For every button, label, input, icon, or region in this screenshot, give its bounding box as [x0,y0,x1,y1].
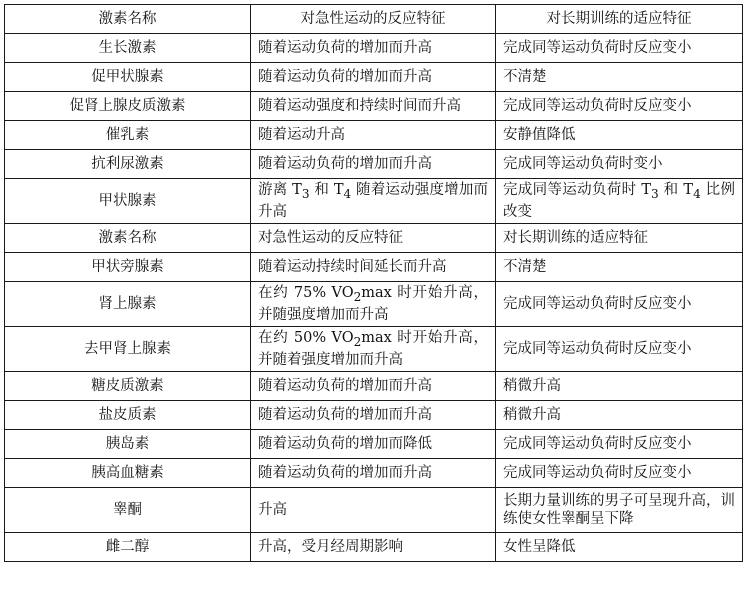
table-row [5,121,743,150]
chronic-adaptation: 完成同等运动负荷时反应变小 [496,282,743,327]
hormone-name: 睾酮 [5,488,251,533]
acute-response: 在约 75% $VO_2\max$ 时开始升高，并随强度增加而升高 [251,282,496,327]
acute-response: 随着运动持续时间延长而升高 [251,253,496,282]
chronic-adaptation: 不清楚 [496,63,743,92]
chronic-adaptation: 安静值降低 [496,121,743,150]
chronic-adaptation: 稍微升高 [496,401,743,430]
acute-response: 随着运动负荷的增加而升高 [251,401,496,430]
hormone-name: 胰岛素 [5,430,251,459]
hormone-name: 抗利尿激素 [5,150,251,179]
hormone-name: 催乳素 [5,121,251,150]
hormone-name: 盐皮质素 [5,401,251,430]
chronic-adaptation: 不清楚 [496,253,743,282]
acute-response: 随着运动负荷的增加而降低 [251,430,496,459]
table-row [5,63,743,92]
header-name: 激素名称 [5,5,251,34]
header-acute: 对急性运动的反应特征 [251,5,496,34]
chronic-adaptation: 完成同等运动负荷时反应变小 [496,430,743,459]
table-row [5,34,743,63]
table-row [5,150,743,179]
hormone-name: 甲状旁腺素 [5,253,251,282]
chronic-adaptation: 完成同等运动负荷时 $T_3$ 和 $T_4$ 比例改变 [496,179,743,224]
acute-response: 随着运动负荷的增加而升高 [251,459,496,488]
hormone-name: 去甲肾上腺素 [5,327,251,372]
chronic-adaptation: 完成同等运动负荷时反应变小 [496,92,743,121]
acute-response: 对急性运动的反应特征 [251,224,496,253]
table-row [5,488,743,533]
hormone-name: 生长激素 [5,34,251,63]
table-row [5,459,743,488]
hormone-name: 促肾上腺皮质激素 [5,92,251,121]
chronic-adaptation: 稍微升高 [496,372,743,401]
acute-response: 游离 $T_3$ 和 $T_4$ 随着运动强度增加而升高 [251,179,496,224]
acute-response: 随着运动负荷的增加而升高 [251,150,496,179]
chronic-adaptation: 完成同等运动负荷时反应变小 [496,327,743,372]
chronic-adaptation: 完成同等运动负荷时变小 [496,150,743,179]
acute-response: 随着运动负荷的增加而升高 [251,63,496,92]
acute-response: 随着运动升高 [251,121,496,150]
chronic-adaptation: 完成同等运动负荷时反应变小 [496,34,743,63]
acute-response: 升高 [251,488,496,533]
hormone-name: 雌二醇 [5,533,251,562]
acute-response: 随着运动负荷的增加而升高 [251,372,496,401]
table-row [5,253,743,282]
chronic-adaptation: 对长期训练的适应特征 [496,224,743,253]
hormone-name: 肾上腺素 [5,282,251,327]
acute-response: 在约 50% $VO_2\max$ 时开始升高，并随着强度增加而升高 [251,327,496,372]
table-row [5,282,743,327]
hormone-name: 糖皮质激素 [5,372,251,401]
hormone-name: 甲状腺素 [5,179,251,224]
header-row [5,5,743,34]
chronic-adaptation: 女性呈降低 [496,533,743,562]
hormone-name: 胰高血糖素 [5,459,251,488]
repeated-header-row [5,224,743,253]
table-row [5,92,743,121]
table-row [5,401,743,430]
table-row [5,372,743,401]
acute-response: 随着运动强度和持续时间而升高 [251,92,496,121]
table-row [5,327,743,372]
hormone-name: 促甲状腺素 [5,63,251,92]
table-row [5,430,743,459]
header-chronic: 对长期训练的适应特征 [496,5,743,34]
hormone-table [4,4,743,562]
acute-response: 升高，受月经周期影响 [251,533,496,562]
acute-response: 随着运动负荷的增加而升高 [251,34,496,63]
table-row [5,533,743,562]
chronic-adaptation: 长期力量训练的男子可呈现升高，训练使女性睾酮呈下降 [496,488,743,533]
chronic-adaptation: 完成同等运动负荷时反应变小 [496,459,743,488]
table-row [5,179,743,224]
hormone-name: 激素名称 [5,224,251,253]
